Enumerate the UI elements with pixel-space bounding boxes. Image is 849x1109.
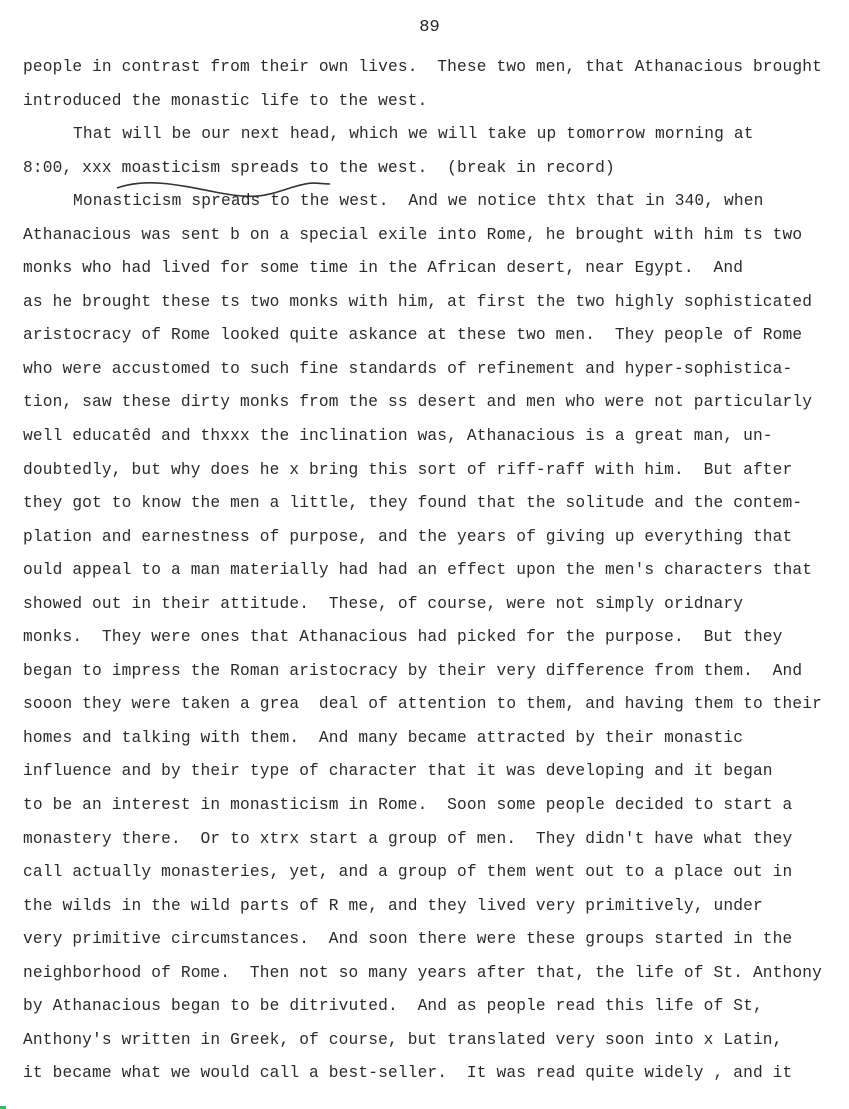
text-line: well educatêd and thxxx the inclination was, Athanacious is a great man, un-: [23, 427, 773, 446]
text-line: very primitive circumstances. And soon there were these groups started in the: [23, 930, 793, 949]
text-line: aristocracy of Rome looked quite askance at these two men. They people of Rome: [23, 326, 803, 345]
text-line: homes and talking with them. And many became attracted by their monastic: [23, 728, 744, 747]
text-line: plation and earnestness of purpose, and the years of giving up everything that: [23, 527, 793, 546]
text-line: tion, saw these dirty monks from the ss desert and men who were not particularly: [23, 393, 813, 412]
text-line: ould appeal to a man materially had had an effect upon the men's characters that: [23, 561, 813, 580]
text-line: 8:00, xxx moasticism spreads to the west. (break in record): [23, 158, 615, 177]
text-line: to be an interest in monasticism in Rome. Soon some people decided to start a: [23, 796, 793, 815]
text-line: showed out in their attitude. These, of course, were not simply oridnary: [23, 594, 744, 613]
text-line: they got to know the men a little, they found that the solitude and the contem-: [23, 494, 803, 513]
text-line: by Athanacious began to be ditrivuted. And as people read this life of St,: [23, 997, 763, 1016]
text-line: Athanacious was sent b on a special exile into Rome, he brought with him ts two: [23, 225, 803, 244]
text-line: the wilds in the wild parts of R me, and they lived very primitively, under: [23, 896, 763, 915]
page-number: 89: [419, 18, 440, 37]
text-line: neighborhood of Rome. Then not so many years after that, the life of St. Anthony: [23, 963, 822, 982]
text-line: who were accustomed to such fine standards of refinement and hyper-sophistica-: [23, 359, 793, 378]
text-line: began to impress the Roman aristocracy by their very difference from them. And: [23, 661, 803, 680]
text-line: as he brought these ts two monks with him, at first the two highly sophisticated: [23, 292, 813, 311]
text-line: monastery there. Or to xtrx start a group of men. They didn't have what they: [23, 829, 793, 848]
text-line: monks who had lived for some time in the African desert, near Egypt. And: [23, 259, 744, 278]
text-line: people in contrast from their own lives. These two men, that Athanacious brought: [23, 58, 822, 76]
typewritten-text: [23, 51, 843, 1091]
text-line: it became what we would call a best-seller. It was read quite widely , and it: [23, 1064, 793, 1083]
text-line: doubtedly, but why does he x bring this sort of riff-raff with him. But after: [23, 460, 793, 479]
text-line: introduced the monastic life to the west.: [23, 91, 428, 110]
text-line: call actually monasteries, yet, and a group of them went out to a place out in: [23, 863, 793, 882]
text-line: That will be our next head, which we will take up tomorrow morning at: [73, 125, 754, 144]
text-line: influence and by their type of character that it was developing and it began: [23, 762, 773, 781]
text-line: Anthony's written in Greek, of course, but translated very soon into x Latin,: [23, 1030, 783, 1049]
text-line: monks. They were ones that Athanacious had picked for the purpose. But they: [23, 628, 783, 647]
text-line: Monasticism spreads to the west. And we notice thtx that in 340, when: [73, 192, 764, 211]
text-line: sooon they were taken a grea deal of attention to them, and having them to their: [23, 695, 822, 714]
